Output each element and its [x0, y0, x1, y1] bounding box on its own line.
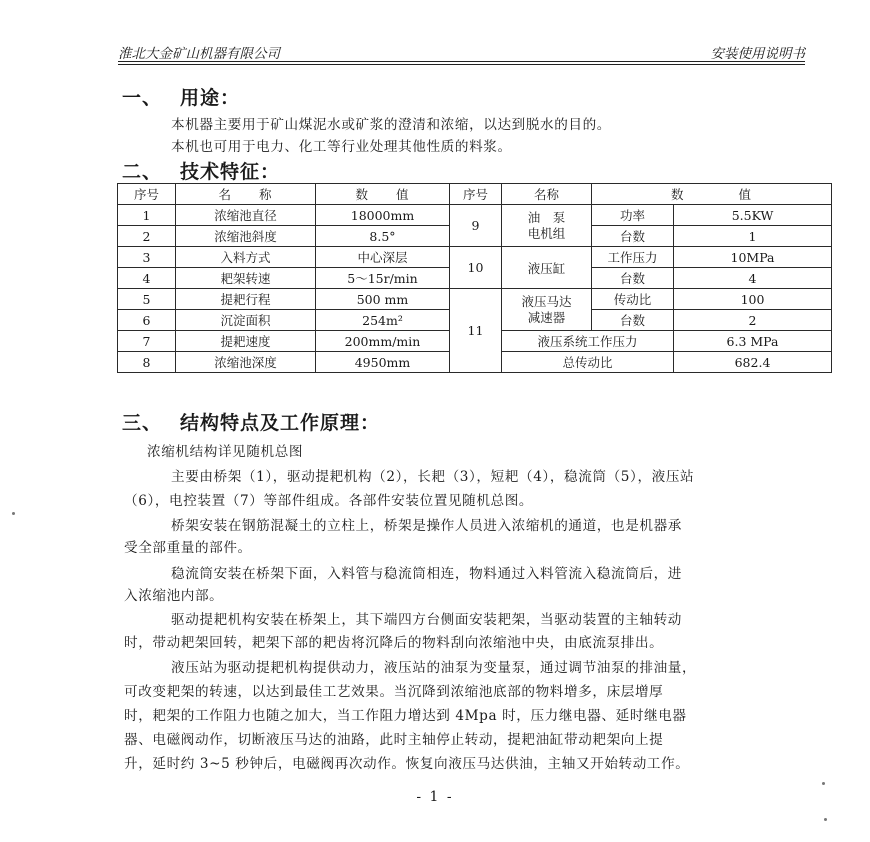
cell-name: 入料方式 [176, 247, 316, 268]
cell-name: 浓缩池斜度 [176, 226, 316, 247]
cell-param: 台数 [592, 226, 674, 247]
document-title: 安装使用说明书 [710, 46, 805, 62]
cell-name: 提耙行程 [176, 289, 316, 310]
body-line: 主要由桥架（1），驱动提耙机构（2），长耙（3），短耙（4），稳流筒（5），液压站 [171, 469, 695, 485]
cell-seq: 7 [118, 331, 176, 352]
header-cell: 序号 [118, 184, 176, 205]
company-name: 淮北大金矿山机器有限公司 [118, 46, 280, 62]
cell-seq: 8 [118, 352, 176, 373]
table-row [118, 289, 832, 310]
cell-name: 浓缩池直径 [176, 205, 316, 226]
header-cell: 数 值 [316, 184, 450, 205]
body-line: （6），电控装置（7）等部件组成。各部件安装位置见随机总图。 [124, 493, 534, 509]
section-2-title: 技术特征： [180, 161, 281, 183]
cell-value: 5.5KW [674, 205, 832, 226]
header-cell: 名称 [502, 184, 592, 205]
table-row [118, 205, 832, 226]
body-line: 稳流筒安装在桥架下面，入料管与稳流筒相连，物料通过入料管流入稳流筒后，进 [171, 566, 682, 582]
cell-name [502, 289, 592, 331]
section-3-title: 结构特点及工作原理： [180, 412, 381, 434]
cell-value: 500 mm [316, 289, 450, 310]
spec-table [117, 183, 832, 373]
cell-name: 耙架转速 [176, 268, 316, 289]
cell-value: 18000mm [316, 205, 450, 226]
cell-value: 4 [674, 268, 832, 289]
cell-value: 682.4 [674, 352, 832, 373]
body-line: 可改变耙架的转速，以达到最佳工艺效果。当沉降到浓缩池底部的物料增多，床层增厚 [124, 684, 664, 700]
cell-value: 2 [674, 310, 832, 331]
cell-seq: 11 [450, 289, 502, 373]
body-line: 浓缩机结构详见随机总图 [147, 444, 304, 460]
section-1-paragraph: 本机也可用于电力、化工等行业处理其他性质的料浆。 [171, 139, 512, 155]
cell-seq: 5 [118, 289, 176, 310]
cell-value: 1 [674, 226, 832, 247]
cell-param: 总传动比 [502, 352, 674, 373]
cell-seq: 3 [118, 247, 176, 268]
cell-param: 液压系统工作压力 [502, 331, 674, 352]
cell-name: 提耙速度 [176, 331, 316, 352]
cell-value: 5～15r/min [316, 268, 450, 289]
cell-name [502, 205, 592, 247]
body-line: 时，耙架的工作阻力也随之加大，当工作阻力增达到 4Mpa 时，压力继电器、延时继电器 [124, 708, 687, 724]
cell-seq: 10 [450, 247, 502, 289]
body-line: 受全部重量的部件。 [124, 540, 252, 556]
cell-name: 沉淀面积 [176, 310, 316, 331]
cell-seq: 2 [118, 226, 176, 247]
group-9-name: 油 泵 电机组 [527, 209, 566, 241]
page-number: - 1 - [416, 789, 454, 805]
cell-value: 254m² [316, 310, 450, 331]
cell-name: 浓缩池深度 [176, 352, 316, 373]
section-1-paragraph: 本机器主要用于矿山煤泥水或矿浆的澄清和浓缩，以达到脱水的目的。 [171, 117, 612, 133]
section-2-heading [122, 157, 280, 184]
header-rule-thin [118, 64, 805, 65]
cell-seq: 1 [118, 205, 176, 226]
cell-param: 传动比 [592, 289, 674, 310]
header-cell: 序号 [450, 184, 502, 205]
cell-seq: 4 [118, 268, 176, 289]
header-cell: 数 值 [592, 184, 832, 205]
cell-value: 200mm/min [316, 331, 450, 352]
section-1-number: 一、 [122, 87, 163, 109]
cell-value: 10MPa [674, 247, 832, 268]
cell-param: 台数 [592, 310, 674, 331]
cell-name: 液压缸 [502, 247, 592, 289]
body-line: 液压站为驱动提耙机构提供动力，液压站的油泵为变量泵，通过调节油泵的排油量， [171, 660, 697, 676]
body-line: 器、电磁阀动作，切断液压马达的油路，此时主轴停止转动，提耙油缸带动耙架向上提 [124, 732, 664, 748]
cell-param: 工作压力 [592, 247, 674, 268]
body-line: 桥架安装在钢筋混凝土的立柱上，桥架是操作人员进入浓缩机的通道，也是机器承 [171, 518, 682, 534]
section-2-number: 二、 [122, 161, 163, 183]
cell-seq: 6 [118, 310, 176, 331]
cell-value: 4950mm [316, 352, 450, 373]
cell-value: 8.5° [316, 226, 450, 247]
scan-speck [824, 818, 827, 821]
header-cell: 名 称 [176, 184, 316, 205]
cell-value: 100 [674, 289, 832, 310]
body-line: 入浓缩池内部。 [124, 588, 224, 604]
section-3-heading [122, 408, 380, 435]
cell-seq: 9 [450, 205, 502, 247]
scan-speck [12, 512, 15, 515]
page-header [118, 40, 805, 66]
body-line: 时，带动耙架回转，耙架下部的耙齿将沉降后的物料刮向浓缩池中央，由底流泵排出。 [124, 635, 664, 651]
section-3-number: 三、 [122, 412, 163, 434]
cell-param: 功率 [592, 205, 674, 226]
table-header-row [118, 184, 832, 205]
body-line: 升，延时约 3~5 秒钟后，电磁阀再次动作。恢复向液压马达供油，主轴又开始转动工作。 [124, 756, 690, 772]
section-1-heading [122, 83, 240, 110]
cell-value: 6.3 MPa [674, 331, 832, 352]
cell-value: 中心深层 [316, 247, 450, 268]
group-11-name: 液压马达 减速器 [521, 293, 572, 325]
scan-speck [822, 782, 825, 785]
header-rule [118, 61, 805, 62]
cell-param: 台数 [592, 268, 674, 289]
table-row [118, 247, 832, 268]
section-1-title: 用途： [180, 87, 241, 109]
body-line: 驱动提耙机构安装在桥架上，其下端四方台侧面安装耙架，当驱动装置的主轴转动 [171, 612, 682, 628]
